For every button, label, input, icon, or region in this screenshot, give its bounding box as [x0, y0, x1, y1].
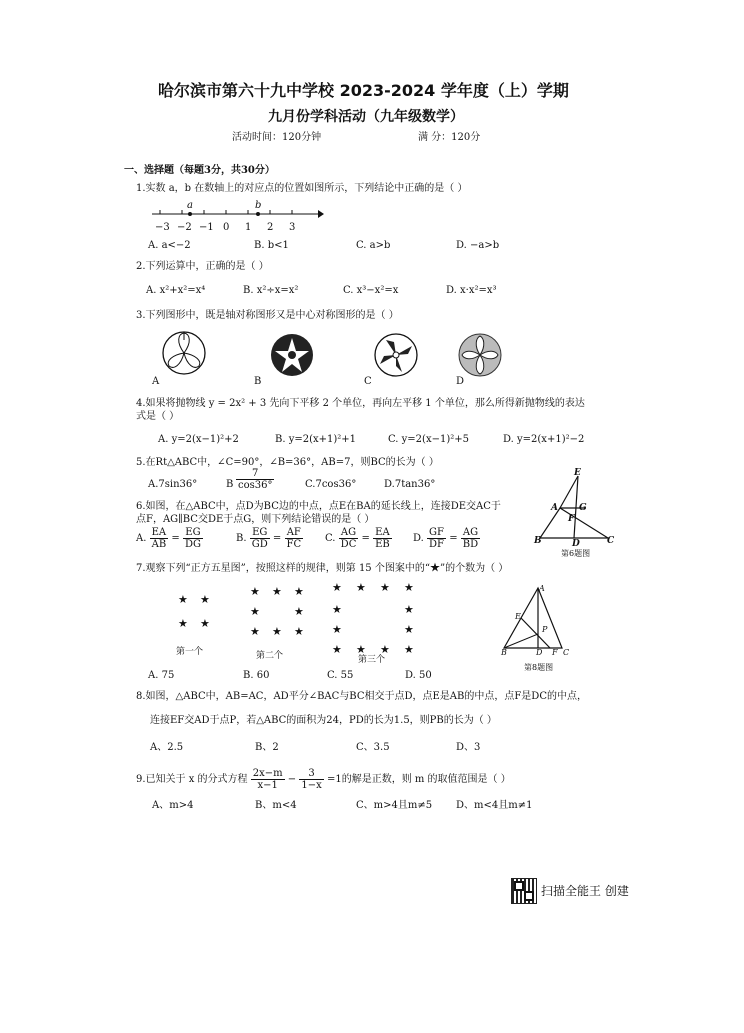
fraction-denominator: EB: [375, 539, 390, 550]
q2-option-c: C. x³−x²=x: [343, 285, 399, 296]
axis-tick-label: −3: [155, 222, 170, 233]
fraction-denominator: cos36°: [238, 480, 273, 491]
q3-stem: 3.下列图形中，既是轴对称图形又是中心对称图形的是（ ）: [136, 310, 399, 321]
q7-caption-3: 第三个: [358, 655, 386, 665]
star-icon: ★: [332, 623, 342, 636]
q7-stem: 7.观察下列“正方五星图”，按照这样的规律，则第 15 个图案中的“★”的个数为（ ）: [136, 563, 509, 574]
axis-tick-label: 3: [289, 222, 296, 233]
fraction-denominator: GD: [251, 539, 268, 550]
equals-sign: =: [272, 533, 282, 544]
fraction-denominator: FC: [286, 539, 302, 550]
q6-stem-line2: 点F，AG∥BC交DE于点G，则下列结论错误的是（ ）: [136, 514, 375, 525]
fraction-denominator: DG: [184, 539, 201, 550]
q3-figure-b: [268, 332, 316, 378]
fraction-numerator: EA: [373, 527, 392, 539]
star-icon: ★: [200, 593, 210, 606]
number-line-figure: [146, 198, 326, 234]
q3-figure-d: [456, 332, 504, 378]
q9-option-b: B、m<4: [255, 800, 297, 811]
q6-option-d: [413, 527, 480, 550]
activity-time: 活动时间：120分钟: [232, 132, 322, 143]
option-letter: D.: [413, 533, 424, 544]
q2-option-d: D. x·x²=x³: [446, 285, 497, 296]
page-subtitle: 九月份学科活动（九年级数学）: [268, 109, 464, 125]
q2-stem: 2.下列运算中，正确的是（ ）: [136, 261, 269, 272]
axis-tick-label: 2: [267, 222, 274, 233]
q2-option-a: A. x²+x²=x⁴: [146, 285, 206, 296]
q8-option-b: B、2: [255, 742, 279, 753]
q5-option-d: D.7tan36°: [384, 479, 436, 490]
star-icon: ★: [404, 603, 414, 616]
q7-option-b: B. 60: [243, 670, 270, 681]
fraction-numerator: AF: [285, 527, 304, 539]
q7-caption-2: 第二个: [256, 651, 284, 661]
q5-option-b-fraction: [236, 468, 274, 491]
q6-label-a: A: [551, 503, 558, 513]
q3-figure-c: [372, 332, 420, 378]
option-letter: B.: [236, 533, 247, 544]
q5-option-a: A.7sin36°: [148, 479, 198, 490]
q1-option-d: D. −a>b: [456, 240, 500, 251]
star-icon: ★: [272, 585, 282, 598]
q8-label-f: F: [552, 648, 558, 657]
q6-label-d: D: [572, 539, 580, 549]
star-icon: ★: [404, 643, 414, 656]
axis-tick-label: −1: [199, 222, 214, 233]
star-icon: ★: [294, 605, 304, 618]
star-icon: ★: [250, 625, 260, 638]
q1-option-a: A. a<−2: [148, 240, 191, 251]
star-icon: ★: [272, 625, 282, 638]
q6-stem-line1: 6.如图，在△ABC中，点D为BC边的中点，点E在BA的延长线上，连接DE交AC于: [136, 501, 501, 512]
q8-stem-line1: 8.如图，△ABC中，AB=AC，AD平分∠BAC与BC相交于点D，点E是AB的中点，点F是DC的中点，: [136, 691, 587, 702]
q3-option-c: C: [364, 376, 372, 387]
q5-option-b-label: B: [226, 479, 234, 490]
q4-stem-line1: 4.如果将抛物线 y = 2x² + 3 先向下平移 2 个单位，再向左平移 1 个单位，那么所得新抛物线的表达: [136, 398, 585, 409]
minus-sign: −: [287, 774, 297, 785]
q5-stem: 5.在Rt△ABC中，∠C=90°，∠B=36°，AB=7，则BC的长为（ ）: [136, 457, 439, 468]
q9-option-c: C、m>4且m≠5: [356, 800, 433, 811]
q4-stem-line2: 式是（ ）: [136, 411, 180, 422]
q9-option-a: A、m>4: [152, 800, 194, 811]
page-title: 哈尔滨市第六十九中学校 2023-2024 学年度（上）学期: [158, 81, 569, 100]
q6-option-a: [136, 527, 203, 550]
fraction-denominator: DC: [340, 539, 357, 550]
q9-option-d: D、m<4且m≠1: [456, 800, 533, 811]
fraction-numerator: GF: [427, 527, 446, 539]
fraction-numerator: EG: [183, 527, 203, 539]
star-icon: ★: [404, 623, 414, 636]
q8-label-a: A: [539, 584, 545, 593]
axis-tick-label: −2: [177, 222, 192, 233]
q6-label-g: G: [579, 503, 587, 513]
equals-sign: =: [361, 533, 370, 544]
option-letter: C.: [325, 533, 336, 544]
q4-option-b: B. y=2(x+1)²+1: [275, 434, 357, 445]
qr-code-icon: [511, 878, 537, 904]
fraction-numerator: AG: [461, 527, 480, 539]
q3-option-b: B: [254, 376, 262, 387]
star-icon: ★: [294, 585, 304, 598]
star-icon: ★: [294, 625, 304, 638]
star-icon: ★: [178, 593, 188, 606]
star-icon: ★: [356, 643, 366, 656]
q6-label-f: F: [568, 514, 575, 524]
fraction-denominator: 1−x: [301, 780, 322, 791]
option-letter: A.: [136, 533, 147, 544]
q3-option-a: A: [152, 376, 160, 387]
q4-option-a: A. y=2(x−1)²+2: [158, 434, 239, 445]
axis-tick-label: 1: [245, 222, 252, 233]
full-score: 满 分：120分: [418, 132, 481, 143]
q8-stem-line2: 连接EF交AD于点P，若△ABC的面积为24，PD的长为1.5，则PB的长为（ ）: [150, 715, 497, 726]
q6-option-c: [325, 527, 392, 550]
fraction-numerator: AG: [339, 527, 359, 539]
fraction-denominator: DF: [429, 539, 444, 550]
q4-option-c: C. y=2(x−1)²+5: [388, 434, 469, 445]
fraction-denominator: BD: [462, 539, 479, 550]
star-icon: ★: [380, 581, 390, 594]
q1-option-c: C. a>b: [356, 240, 391, 251]
q1-option-b: B. b<1: [254, 240, 289, 251]
fraction-denominator: x−1: [257, 780, 278, 791]
star-icon: ★: [250, 605, 260, 618]
q8-option-a: A、2.5: [150, 742, 184, 753]
star-icon: ★: [332, 581, 342, 594]
q7-caption-1: 第一个: [176, 647, 204, 657]
star-icon: ★: [356, 581, 366, 594]
q7-option-d: D. 50: [405, 670, 432, 681]
q6-label-c: C: [607, 536, 615, 546]
fraction-numerator: EA: [150, 527, 169, 539]
q6-option-b: [236, 527, 303, 550]
equals-sign: =: [171, 533, 180, 544]
star-icon: ★: [178, 617, 188, 630]
q8-label-b: B: [501, 648, 507, 657]
q8-figure-caption: 第8题图: [524, 663, 554, 672]
star-icon: ★: [332, 643, 342, 656]
q9-stem-suffix: =1的解是正数，则 m 的取值范围是（ ）: [326, 774, 511, 785]
q6-label-b: B: [534, 536, 542, 546]
star-icon: ★: [332, 603, 342, 616]
q6-label-e: E: [574, 468, 581, 478]
q4-option-d: D. y=2(x+1)²−2: [503, 434, 585, 445]
q8-label-c: C: [563, 648, 570, 657]
axis-tick-label: 0: [223, 222, 230, 233]
q9-stem: [136, 768, 511, 791]
fraction-numerator: 3: [299, 768, 323, 780]
q5-option-c: C.7cos36°: [305, 479, 357, 490]
fraction-numerator: 2x−m: [252, 768, 283, 779]
q3-figure-a: [160, 330, 208, 376]
q1-stem: 1.实数 a，b 在数轴上的对应点的位置如图所示，下列结论中正确的是（ ）: [136, 183, 468, 194]
q7-option-c: C. 55: [327, 670, 354, 681]
q8-option-d: D、3: [456, 742, 481, 753]
q8-label-p: P: [542, 625, 548, 634]
fraction-numerator: 7: [236, 468, 274, 480]
q9-stem-prefix: 9.已知关于 x 的分式方程: [136, 774, 248, 785]
fraction-denominator: AB: [151, 539, 167, 550]
star-icon: ★: [200, 617, 210, 630]
section-heading: 一、选择题（每题3分，共30分）: [124, 165, 275, 176]
q3-option-d: D: [456, 376, 465, 387]
equals-sign: =: [449, 533, 458, 544]
q8-label-e: E: [515, 612, 521, 621]
star-icon: ★: [250, 585, 260, 598]
q8-option-c: C、3.5: [356, 742, 390, 753]
fraction-numerator: EG: [250, 527, 270, 539]
q6-figure-caption: 第6题图: [561, 549, 591, 558]
star-icon: ★: [380, 643, 390, 656]
q8-label-d: D: [536, 648, 543, 657]
q1-point-a: a: [187, 200, 193, 211]
q8-triangle-figure: [498, 584, 568, 656]
star-icon: ★: [404, 581, 414, 594]
q2-option-b: B. x²÷x=x²: [243, 285, 299, 296]
q1-point-b: b: [255, 200, 262, 211]
scan-watermark-text: 扫描全能王 创建: [541, 884, 629, 898]
q7-option-a: A. 75: [148, 670, 175, 681]
